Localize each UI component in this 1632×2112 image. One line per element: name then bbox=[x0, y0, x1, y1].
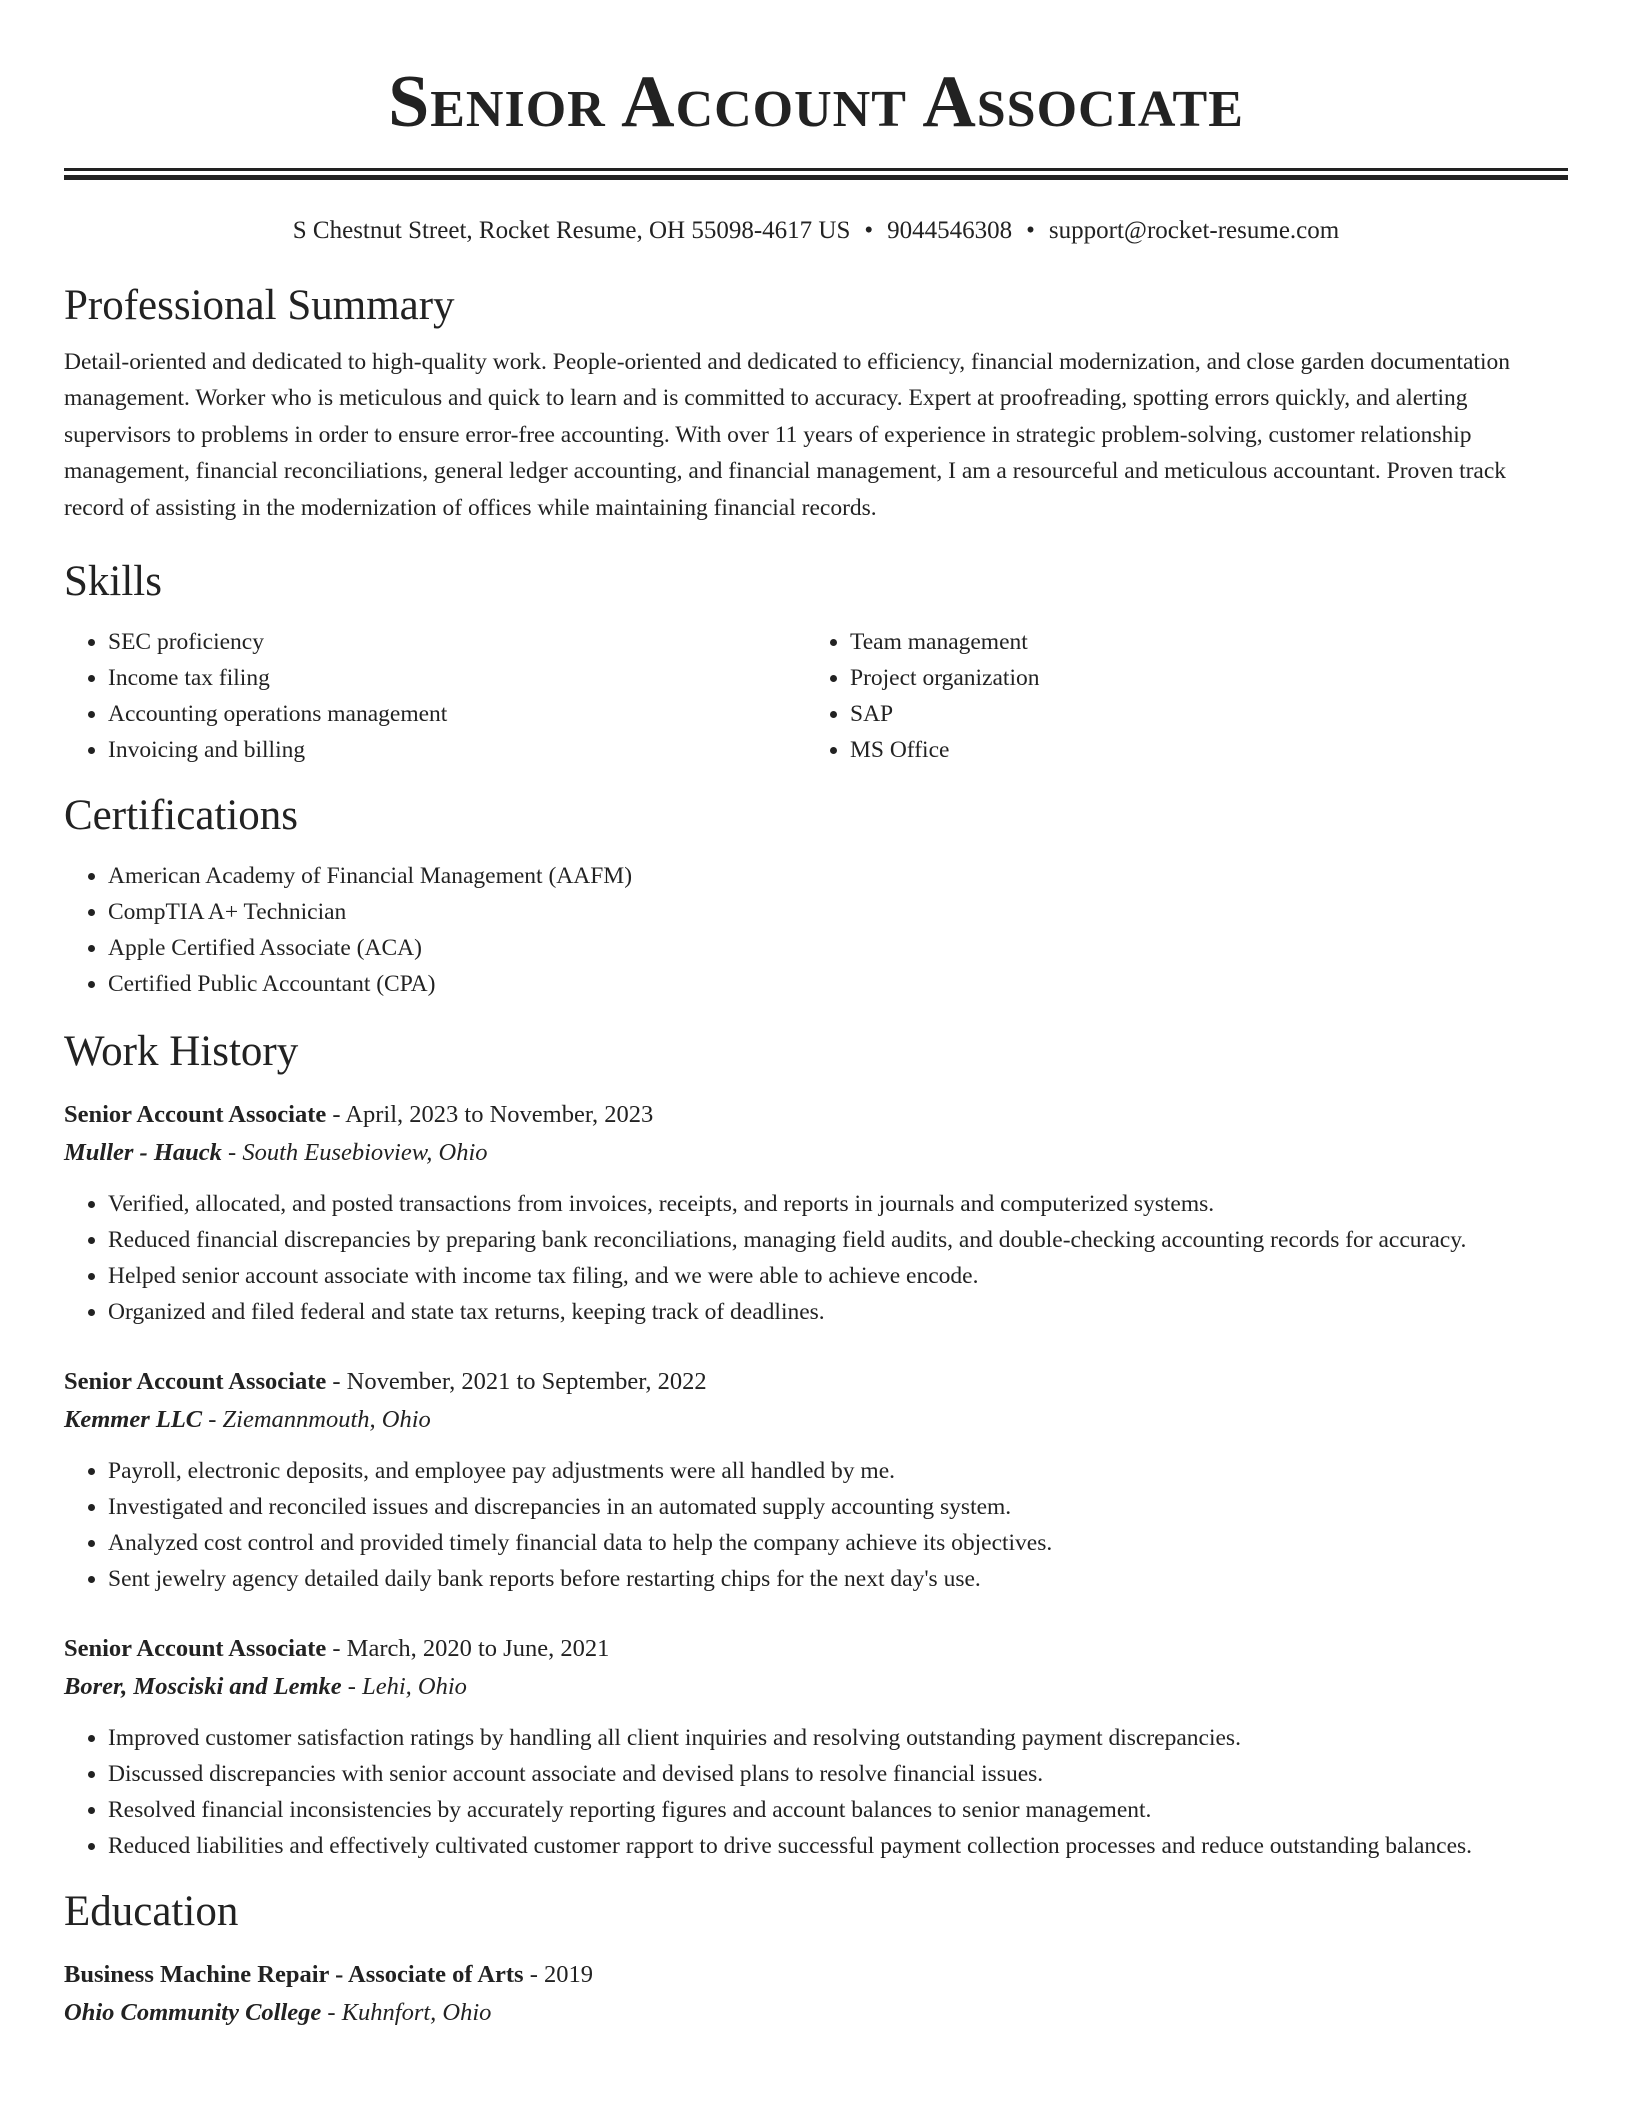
job-role: Senior Account Associate bbox=[64, 1101, 327, 1129]
job-dates: - November, 2021 to September, 2022 bbox=[326, 1368, 707, 1396]
contact-separator: • bbox=[864, 217, 874, 244]
job-location: - Lehi, Ohio bbox=[341, 1673, 467, 1701]
certification-item: • American Academy of Financial Management (AAFM) bbox=[108, 858, 1568, 894]
job-employer bbox=[64, 1134, 1568, 1172]
job-entry bbox=[64, 1363, 1568, 1597]
skill-item: • Accounting operations management bbox=[108, 696, 806, 732]
job-role: Senior Account Associate bbox=[64, 1635, 327, 1663]
contact-line bbox=[64, 215, 1568, 247]
job-bullet-list bbox=[64, 1453, 1568, 1597]
skills-list-left bbox=[64, 624, 806, 768]
certification-item: • Apple Certified Associate (ACA) bbox=[108, 930, 1568, 966]
contact-address: S Chestnut Street, Rocket Resume, OH 55098-4617 US bbox=[292, 217, 851, 244]
job-bullet: • Payroll, electronic deposits, and employee pay adjustments were all handled by me. bbox=[108, 1453, 1568, 1489]
contact-phone: 9044546308 bbox=[887, 217, 1013, 244]
education-entry bbox=[64, 1956, 1568, 2032]
education-year: - 2019 bbox=[523, 1961, 594, 1989]
job-dates: - April, 2023 to November, 2023 bbox=[326, 1101, 654, 1129]
education-institution bbox=[64, 1994, 1568, 2032]
section-title-skills: Skills bbox=[64, 558, 162, 606]
job-entry bbox=[64, 1630, 1568, 1864]
education-location: - Kuhnfort, Ohio bbox=[321, 1999, 492, 2027]
job-employer bbox=[64, 1401, 1568, 1439]
job-company: Muller - Hauck bbox=[64, 1139, 222, 1167]
section-title-work-history: Work History bbox=[64, 1028, 299, 1076]
summary-text: Detail-oriented and dedicated to high-quality work. People-oriented and dedicated to efficiency, financial modernization, and close garden documentation management. Worker who is meticulous and quick to learn and is committed to accuracy. Expert at proofreading, spotting errors quickly, and alerting supervisors to problems in order to ensure error-free accounting. With over 11 years of experience in strategic problem-solving, customer relationship management, financial reconciliations, general ledger accounting, and financial management, I am a resourceful and meticulous accountant. Proven track record of assisting in the modernization of offices while maintaining financial records. bbox=[64, 349, 1511, 521]
job-bullet: • Reduced liabilities and effectively cultivated customer rapport to drive successful payment collection processes and reduce outstanding balances. bbox=[108, 1828, 1568, 1864]
job-bullet-list bbox=[64, 1720, 1568, 1864]
job-role: Senior Account Associate bbox=[64, 1368, 327, 1396]
job-company: Borer, Mosciski and Lemke bbox=[64, 1673, 342, 1701]
section-title-education: Education bbox=[64, 1888, 239, 1936]
job-bullet: • Verified, allocated, and posted transactions from invoices, receipts, and reports in journals and computerized systems. bbox=[108, 1186, 1568, 1222]
section-title-summary: Professional Summary bbox=[64, 282, 455, 329]
job-location: - South Eusebioview, Ohio bbox=[221, 1139, 488, 1167]
skill-item: • SAP bbox=[850, 696, 1548, 732]
job-company: Kemmer LLC bbox=[64, 1406, 203, 1434]
certification-item: • Certified Public Accountant (CPA) bbox=[108, 966, 1568, 1002]
education-school: Ohio Community College bbox=[64, 1999, 322, 2027]
header-double-rule bbox=[64, 168, 1568, 180]
job-bullet: • Resolved financial inconsistencies by accurately reporting figures and account balances to senior management. bbox=[108, 1792, 1568, 1828]
skill-item: • Team management bbox=[850, 624, 1548, 660]
job-bullet: • Analyzed cost control and provided timely financial data to help the company achieve its objectives. bbox=[108, 1525, 1568, 1561]
skill-item: • MS Office bbox=[850, 732, 1548, 768]
job-bullet: • Organized and filed federal and state tax returns, keeping track of deadlines. bbox=[108, 1294, 1568, 1330]
job-bullet: • Improved customer satisfaction ratings by handling all client inquiries and resolving outstanding payment discrepancies. bbox=[108, 1720, 1568, 1756]
skills-list-right bbox=[806, 624, 1548, 768]
skills-grid bbox=[64, 624, 1568, 768]
skill-item: • Income tax filing bbox=[108, 660, 806, 696]
section-title-certifications: Certifications bbox=[64, 792, 299, 840]
job-bullet-list bbox=[64, 1186, 1568, 1330]
job-bullet: • Sent jewelry agency detailed daily bank reports before restarting chips for the next day's use. bbox=[108, 1561, 1568, 1597]
skill-item: • Invoicing and billing bbox=[108, 732, 806, 768]
resume-name: Senior Account Associate bbox=[388, 61, 1244, 143]
job-employer bbox=[64, 1668, 1568, 1706]
job-bullet: • Reduced financial discrepancies by preparing bank reconciliations, managing field audits, and double-checking accounting records for accuracy. bbox=[108, 1222, 1568, 1258]
job-heading bbox=[64, 1630, 1568, 1668]
contact-email: support@rocket-resume.com bbox=[1048, 217, 1340, 244]
skill-item: • SEC proficiency bbox=[108, 624, 806, 660]
contact-separator: • bbox=[1026, 217, 1035, 244]
job-heading bbox=[64, 1096, 1568, 1134]
job-bullet: • Discussed discrepancies with senior account associate and devised plans to resolve financial issues. bbox=[108, 1756, 1568, 1792]
job-heading bbox=[64, 1363, 1568, 1401]
job-location: - Ziemannmouth, Ohio bbox=[202, 1406, 431, 1434]
certifications-list bbox=[64, 858, 1568, 1002]
skill-item: • Project organization bbox=[850, 660, 1548, 696]
job-entry bbox=[64, 1096, 1568, 1330]
certification-item: • CompTIA A+ Technician bbox=[108, 894, 1568, 930]
job-bullet: • Helped senior account associate with income tax filing, and we were able to achieve encode. bbox=[108, 1258, 1568, 1294]
education-degree: Business Machine Repair - Associate of Arts bbox=[64, 1961, 524, 1989]
job-bullet: • Investigated and reconciled issues and discrepancies in an automated supply accounting system. bbox=[108, 1489, 1568, 1525]
education-heading bbox=[64, 1956, 1568, 1994]
job-dates: - March, 2020 to June, 2021 bbox=[326, 1635, 610, 1663]
